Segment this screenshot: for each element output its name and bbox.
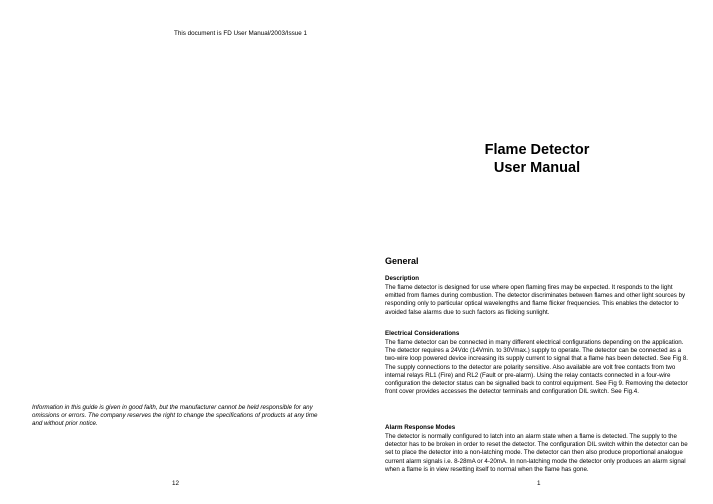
description-body: The flame detector is designed for use where open flaming fires may be expected. It responds to the light emitted from flames during combustion. The detector discriminates between flames and other light sources by responding only to particular optical wavelengths and flame flicker frequencies. This enables the detector to avoided false alarms due to such factors as flicking sunlight. <box>385 284 686 316</box>
electrical-body: The flame detector can be connected in many different electrical configurations depending on the application. The detector requires a 24Vdc (14Vmin. to 30Vmax.) supply to operate. The detector can be connected as a two-wire loop powered device increasing its supply current to signal that a flame has been detected. See Fig 8. The supply connections to the detector are polarity sensitive. Also available are volt free contacts from two internal relays RL1 (Fire) and RL2 (Fault or pre-alarm). Using the relay contacts connected in a four-wire configuration the detector status can be signalled back to control equipment. See Fig 9. Removing the detector front cover provides accesses the detector terminals and configuration DIL switch. See Fig.4. <box>385 339 689 396</box>
left-page-number: 12 <box>172 480 180 487</box>
document-reference: This document is FD User Manual/2003/Issue 1 <box>174 30 307 37</box>
document-title <box>456 141 618 177</box>
title-line-2: User Manual <box>493 160 581 176</box>
disclaimer-text: Information in this guide is given in good faith, but the manufacturer cannot be held responsible for any omissions or errors. The company reserves the right to change the specifications of products at any time and without prior notice. <box>32 404 318 428</box>
right-page <box>356 0 713 504</box>
alarm-body: The detector is normally configured to latch into an alarm state when a flame is detected. The supply to the detector has to be broken in order to reset the detector. The configuration DIL switch within the detector can be set to place the detector into a non-latching mode. The detector can then also produce proportional analogue current alarm signals i.e. 8-28mA or 4-20mA. In non-latching mode the detector only produces an alarm signal when a flame is in view resetting itself to normal when the flame has gone. <box>385 433 688 473</box>
electrical-section <box>385 330 693 396</box>
section-heading-general: General <box>385 256 419 266</box>
right-page-number: 1 <box>537 480 541 487</box>
left-page <box>0 0 356 504</box>
alarm-section <box>385 424 693 474</box>
description-heading: Description <box>385 275 420 282</box>
title-line-1: Flame Detector <box>484 142 590 158</box>
alarm-heading: Alarm Response Modes <box>385 424 456 431</box>
description-section <box>385 275 693 317</box>
electrical-heading: Electrical Considerations <box>385 330 460 337</box>
